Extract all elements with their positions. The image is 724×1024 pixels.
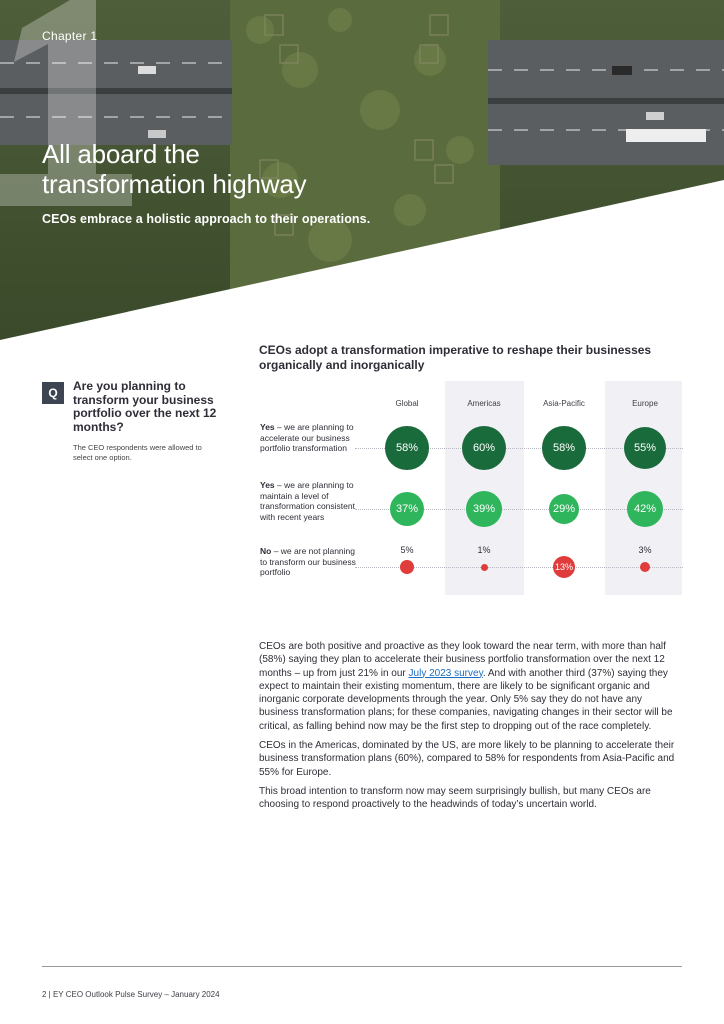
bubble-mark: 58% (385, 426, 428, 469)
question-text: Are you planning to transform your business portfolio over the next 12 months? (73, 379, 217, 434)
bubble-mark: 58% (542, 426, 585, 469)
body-text (259, 640, 679, 818)
footer-divider (42, 966, 682, 967)
row-label: No – we are not planning to transform our business portfolio (260, 546, 356, 577)
bubble-mark (400, 560, 414, 574)
row-label: Yes – we are planning to maintain a level of transformation consistent with recent years (260, 480, 355, 522)
paragraph-2: CEOs in the Americas, dominated by the US, are more likely to be planning to accelerate their business transformation plans (60%), compared to 58% for respondents from Asia-Pacific and 55% for Europe. (259, 740, 675, 778)
bubble-mark: 42% (627, 491, 664, 528)
bubble-mark: 37% (390, 492, 425, 527)
data-label: 5% (400, 545, 414, 555)
bubble-mark: 29% (549, 494, 580, 525)
hero-image (0, 0, 724, 340)
question-badge: Q (42, 382, 64, 404)
title-line-1: All aboard the (42, 139, 200, 169)
paragraph-1: CEOs are both positive and proactive as they look toward the near term, with more than half (58%) saying they plan to accelerate their business portfolio transformation over the next 12 months – up from just 21% in our July 2023 survey. And with another third (37%) saying they expect to maintain their existing momentum, there are likely to be significant organic and inorganic corporate developments through the year. Only 5% say they do not have any business transformation plans; for these companies, navigating changes in their sector will be critical, as falling behind now may be the first step to dropping out of the race completely. (259, 641, 673, 732)
column-background (445, 381, 524, 595)
data-label: 1% (477, 545, 491, 555)
row-label: Yes – we are planning to accelerate our business portfolio transformation (260, 422, 354, 453)
bubble-mark: 39% (466, 491, 502, 527)
footer-text: 2 | EY CEO Outlook Pulse Survey – January 2024 (42, 990, 220, 999)
paragraph-3: This broad intention to transform now may seem surprisingly bullish, but many CEOs are choosing to respond proactively to the headwinds of today’s uncertain world. (259, 785, 651, 811)
bubble-mark (481, 564, 488, 571)
page-subtitle: CEOs embrace a holistic approach to their operations. (42, 212, 371, 226)
title-line-2: transformation highway (42, 169, 307, 199)
page-title (42, 139, 306, 199)
bubble-mark: 60% (462, 426, 506, 470)
bubble-mark: 55% (624, 427, 666, 469)
bubble-mark: 13% (553, 556, 575, 578)
data-label: 3% (638, 545, 652, 555)
column-header-europe: Europe (632, 399, 658, 408)
chapter-label: Chapter 1 (42, 29, 98, 43)
column-header-americas: Americas (467, 399, 501, 408)
question-note: The CEO respondents were allowed to select one option. (73, 443, 202, 462)
column-header-asia-pacific: Asia-Pacific (543, 399, 585, 408)
column-header-global: Global (395, 399, 419, 408)
chart-title: CEOs adopt a transformation imperative to reshape their businesses organically and inorganically (259, 343, 652, 372)
july-2023-survey-link[interactable]: July 2023 survey (408, 667, 483, 679)
